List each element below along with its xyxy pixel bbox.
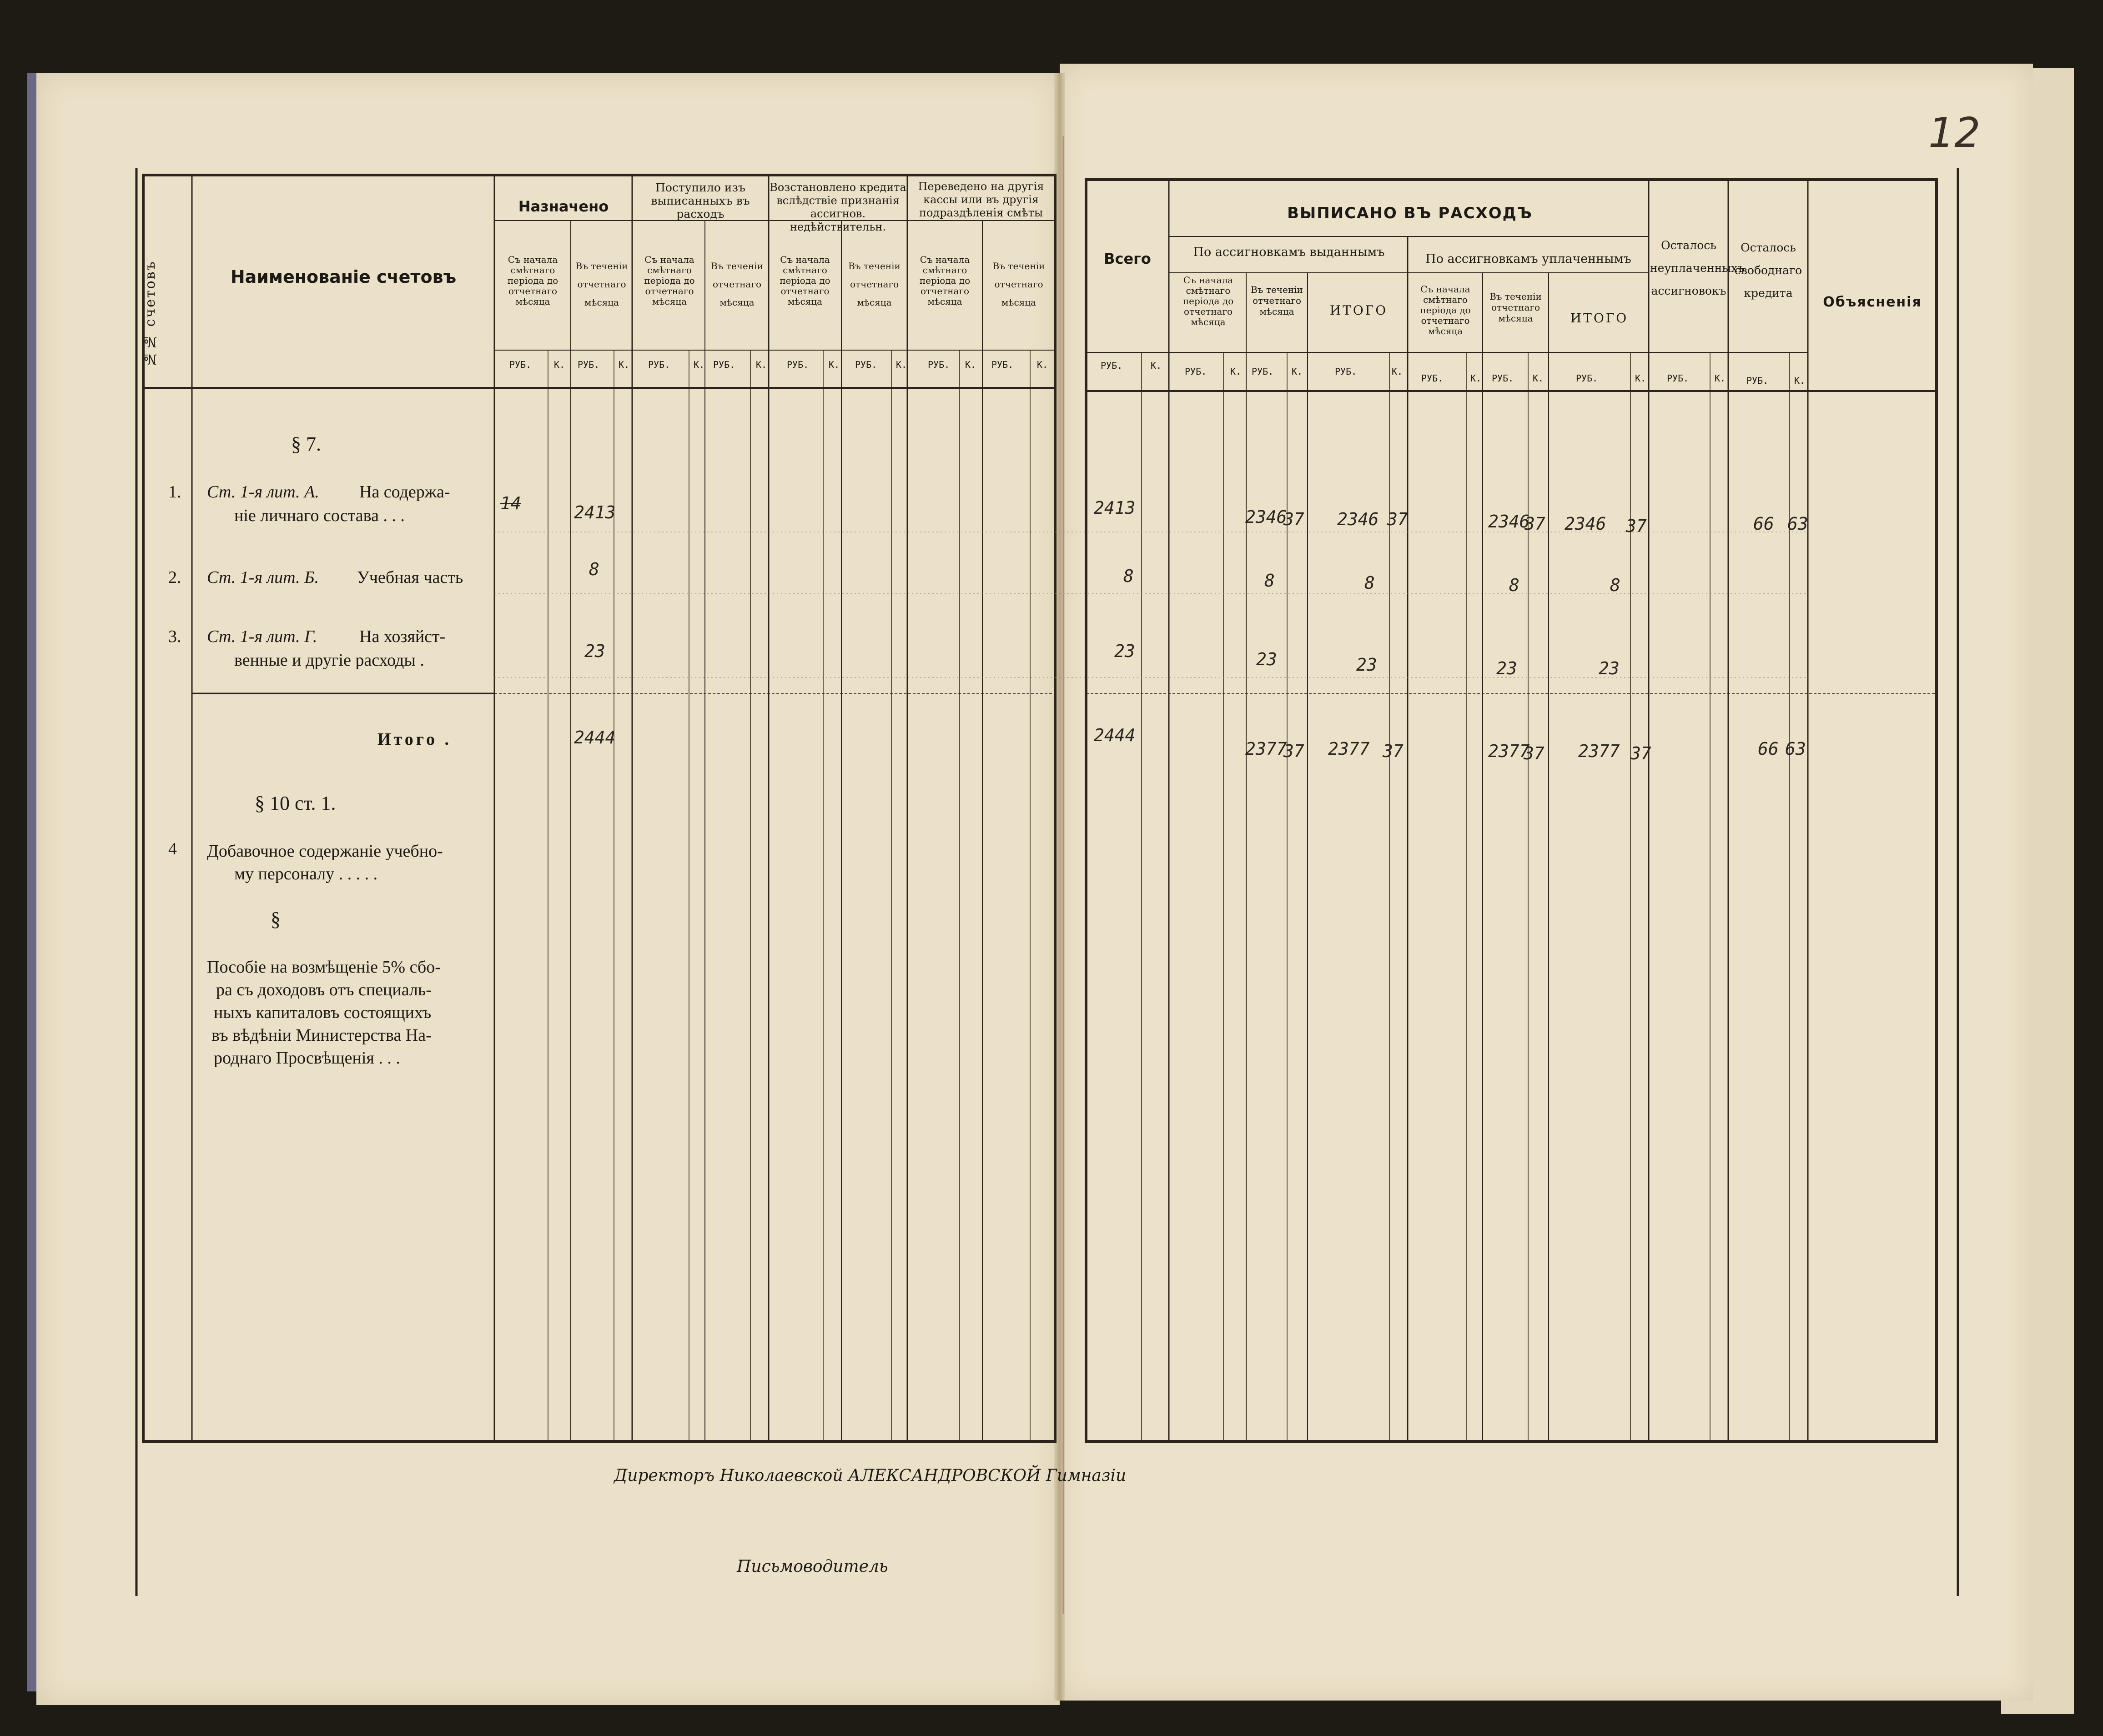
unit-kop: К. (1635, 373, 1646, 384)
row-label: Пособіе на возмѣщеніе 5% сбо- (207, 958, 441, 977)
unit-rub: РУБ. (713, 359, 735, 370)
row-label: ныхъ капиталовъ состоящихъ (214, 1003, 432, 1022)
paid-value: 2346 (1488, 512, 1530, 532)
paid-itogo-label: ИТОГО (1570, 311, 1629, 326)
issued-kop: 37 (1283, 741, 1304, 761)
unit-kop: К. (1230, 366, 1242, 377)
unit-rub: РУБ. (509, 359, 532, 370)
row-label: въ вѣдѣніи Министерства На- (211, 1026, 432, 1045)
unit-rub: РУБ. (1421, 373, 1444, 384)
naz-from-start-label: Съ начала смѣтнаго періода до отчетнаго мѣсяца (507, 254, 558, 307)
paid-total: 2346 (1565, 514, 1606, 534)
row-label: му персоналу . . . . . (234, 864, 378, 883)
unit-kop: К. (1392, 366, 1403, 377)
assigned-value: 2444 (574, 728, 616, 748)
row-number: 1. (168, 482, 181, 502)
total-header: Всего (1104, 250, 1151, 267)
row-article: Ст. 1-я лит. Г. (207, 627, 317, 646)
account-name-header: Наименованіе счетовъ (230, 267, 457, 287)
free-credit-kop: 63 (1785, 739, 1806, 759)
issued-total: 8 (1364, 573, 1375, 593)
written-off-header: ВЫПИСАНО ВЪ РАСХОДЪ (1287, 204, 1533, 222)
issued-total-kop: 37 (1383, 741, 1404, 761)
received-header: Поступило изъ выписанныхъ въ расходъ (651, 181, 750, 221)
issued-value: 8 (1264, 571, 1275, 591)
clerk-signature-line: Письмоводитель (737, 1557, 888, 1576)
issued-total-kop: 37 (1387, 509, 1408, 529)
unit-rub: РУБ. (1576, 373, 1598, 384)
section-heading: § 10 ст. 1. (255, 792, 336, 814)
free-credit-kop: 63 (1787, 514, 1808, 534)
issued-value: 2346 (1245, 507, 1287, 527)
paid-orders-header: По ассигновкамъ уплаченнымъ (1425, 252, 1631, 266)
row-number: 4 (168, 839, 177, 858)
row-label: ра съ доходовъ отъ специаль- (216, 980, 432, 999)
post-from-start-label: Съ начала смѣтнаго періода до отчетнаго мѣсяца (644, 254, 695, 307)
row-number: 3. (168, 627, 181, 646)
unit-rub: РУБ. (787, 359, 809, 370)
unit-kop: К. (756, 359, 767, 370)
section-heading: § (271, 908, 281, 930)
free-credit-value: 66 (1758, 739, 1779, 759)
unit-kop: К. (965, 359, 976, 370)
unpaid-orders-header: Осталось неуплаченныхъ ассигновокъ (1650, 239, 1745, 297)
row-label: На хозяйст- (359, 627, 446, 646)
naz-during-label: Въ теченіи отчетнаго мѣсяца (575, 261, 628, 308)
vos-from-start-label: Съ начала смѣтнаго періода до отчетнаго мѣсяца (780, 254, 830, 307)
unit-kop: К. (1715, 373, 1726, 384)
paid-total: 23 (1599, 658, 1620, 678)
row-article: Ст. 1-я лит. А. (207, 482, 319, 502)
paid-value: 8 (1509, 575, 1519, 595)
page-number: 12 (1928, 109, 1981, 157)
row-label: роднаго Просвѣщенія . . . (214, 1049, 400, 1068)
unit-rub: РУБ. (578, 359, 600, 370)
paid-total-kop: 37 (1630, 743, 1651, 763)
paid-total: 2377 (1578, 741, 1620, 761)
free-credit-value: 66 (1753, 514, 1774, 534)
issued-during-label: Въ теченіи отчетнаго мѣсяца (1251, 284, 1303, 317)
issued-total: 2377 (1328, 739, 1370, 759)
unit-kop: К. (829, 359, 840, 370)
unit-kop: К. (896, 359, 907, 370)
unit-kop: К. (554, 359, 565, 370)
unit-kop: К. (1470, 373, 1482, 384)
total-value: 8 (1123, 566, 1134, 586)
issued-itogo-label: ИТОГО (1329, 303, 1388, 318)
row-label: Добавочное содержаніе учебно- (207, 842, 443, 861)
row-label: На содержа- (359, 482, 450, 502)
vos-during-label: Въ теченіи отчетнаго мѣсяца (848, 261, 901, 308)
total-row-label: Итого . (377, 730, 452, 749)
paid-kop: 37 (1524, 514, 1545, 534)
paid-from-start-label: Съ начала смѣтнаго періода до отчетнаго мѣсяца (1420, 284, 1471, 336)
unit-rub: РУБ. (1101, 360, 1123, 371)
unit-rub: РУБ. (991, 359, 1014, 370)
paid-total: 8 (1610, 575, 1620, 595)
row-label: ніе личнаго состава . . . (234, 506, 405, 525)
transferred-header: Переведено на другія кассы или въ другія подраздѣленія смѣты (918, 180, 1044, 219)
unit-kop: К. (1037, 359, 1048, 370)
free-credit-header: Осталось свободнаго кредита (1734, 241, 1802, 300)
paid-value: 2377 (1488, 741, 1530, 761)
issued-from-start-label: Съ начала смѣтнаго періода до отчетнаго мѣсяца (1182, 275, 1234, 327)
total-value: 2413 (1094, 498, 1136, 518)
director-signature-line: Директоръ Николаевской АЛЕКСАНДРОВСКОЙ Гимназiи (614, 1466, 1127, 1485)
unit-kop: К. (694, 359, 705, 370)
unit-rub: РУБ. (855, 359, 877, 370)
unit-rub: РУБ. (928, 359, 950, 370)
paid-total-kop: 37 (1626, 516, 1647, 536)
unit-rub: РУБ. (1185, 366, 1207, 377)
paid-value: 23 (1496, 658, 1517, 678)
section-heading: § 7. (291, 433, 321, 455)
assigned-mark: 14 (500, 493, 521, 513)
row-number: 2. (168, 568, 181, 587)
assigned-header: Назначено (518, 198, 609, 215)
unit-rub: РУБ. (1746, 375, 1769, 386)
total-value: 23 (1114, 641, 1135, 661)
assigned-value: 23 (584, 641, 605, 661)
issued-value: 23 (1256, 649, 1277, 669)
restored-header: Возстановлено кредита вслѣдствіе признанія ассигнов. недѣйствительн. (770, 181, 906, 233)
assigned-value: 8 (589, 559, 599, 579)
per-during-label: Въ теченіи отчетнаго мѣсяца (992, 261, 1045, 308)
acc-no-header: №№ счетовъ (142, 260, 158, 367)
assigned-value: 2413 (574, 502, 616, 522)
paid-kop: 37 (1524, 743, 1545, 763)
issued-orders-header: По ассигновкамъ выданнымъ (1193, 245, 1385, 259)
post-during-label: Въ теченіи отчетнаго мѣсяца (711, 261, 763, 308)
row-label: венные и другіе расходы . (234, 651, 424, 670)
row-label: Учебная часть (357, 568, 463, 587)
unit-kop: К. (1292, 366, 1303, 377)
unit-kop: К. (1794, 375, 1806, 386)
unit-kop: К. (1151, 360, 1162, 371)
unit-rub: РУБ. (648, 359, 670, 370)
per-from-start-label: Съ начала смѣтнаго періода до отчетнаго мѣсяца (919, 254, 971, 307)
unit-rub: РУБ. (1667, 373, 1689, 384)
total-value: 2444 (1094, 725, 1136, 745)
explanations-header: Объясненія (1823, 294, 1922, 310)
unit-rub: РУБ. (1492, 373, 1514, 384)
issued-value: 2377 (1245, 739, 1287, 759)
issued-total: 2346 (1337, 509, 1379, 529)
issued-kop: 37 (1283, 509, 1304, 529)
unit-kop: К. (1533, 373, 1544, 384)
unit-kop: К. (619, 359, 630, 370)
unit-rub: РУБ. (1252, 366, 1274, 377)
issued-total: 23 (1356, 655, 1377, 675)
paid-during-label: Въ теченіи отчетнаго мѣсяца (1489, 291, 1542, 324)
unit-rub: РУБ. (1335, 366, 1357, 377)
row-article: Ст. 1-я лит. Б. (207, 568, 319, 587)
